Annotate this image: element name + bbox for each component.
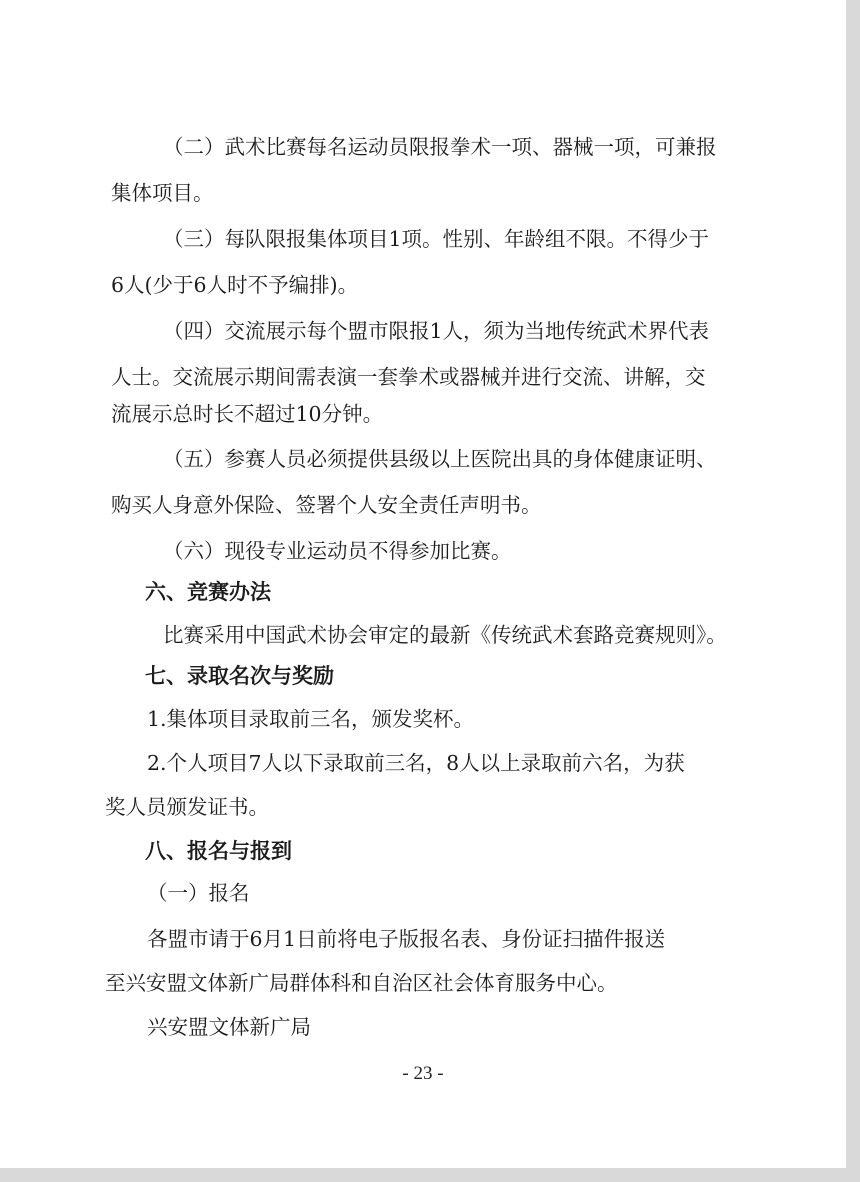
section-heading: 八、报名与报到 xyxy=(145,839,292,863)
section-heading: 六、竞赛办法 xyxy=(145,580,271,604)
paragraph-line: 至兴安盟文体新广局群体科和自治区社会体育服务中心。 xyxy=(105,971,618,995)
paragraph-line: 人士。交流展示期间需表演一套拳术或器械并进行交流、讲解，交 xyxy=(111,365,706,389)
paragraph-line: （六）现役专业运动员不得参加比赛。 xyxy=(163,539,512,563)
paragraph-line: 各盟市请于6月1日前将电子版报名表、身份证扫描件报送 xyxy=(147,927,666,951)
paragraph-line: 2.个人项目7人以下录取前三名，8人以上录取前六名，为获 xyxy=(147,751,685,775)
paragraph-line: （二）武术比赛每名运动员限报拳术一项、器械一项，可兼报 xyxy=(163,135,717,159)
section-heading: 七、录取名次与奖励 xyxy=(145,664,334,688)
paragraph-line: 比赛采用中国武术协会审定的最新《传统武术套路竞赛规则》。 xyxy=(163,623,727,647)
page-number: - 23 - xyxy=(402,1063,444,1084)
paragraph-line: 购买人身意外保险、签署个人安全责任声明书。 xyxy=(111,493,542,517)
paragraph-line: 流展示总时长不超过10分钟。 xyxy=(111,402,384,426)
paragraph-line: （三）每队限报集体项目1项。性别、年龄组不限。不得少于 xyxy=(163,227,710,251)
paragraph-line: 奖人员颁发证书。 xyxy=(105,795,269,819)
paragraph-line: （五）参赛人员必须提供县级以上医院出具的身体健康证明、 xyxy=(163,447,717,471)
paragraph-line: 集体项目。 xyxy=(111,181,214,205)
paragraph-line: 1.集体项目录取前三名，颁发奖杯。 xyxy=(147,707,475,731)
paragraph-line: （四）交流展示每个盟市限报1人，须为当地传统武术界代表 xyxy=(163,319,710,343)
paragraph-line: 兴安盟文体新广局 xyxy=(147,1015,311,1039)
paragraph-line: 6人(少于6人时不予编排)。 xyxy=(111,273,359,297)
paragraph-line: （一）报名 xyxy=(147,881,250,905)
